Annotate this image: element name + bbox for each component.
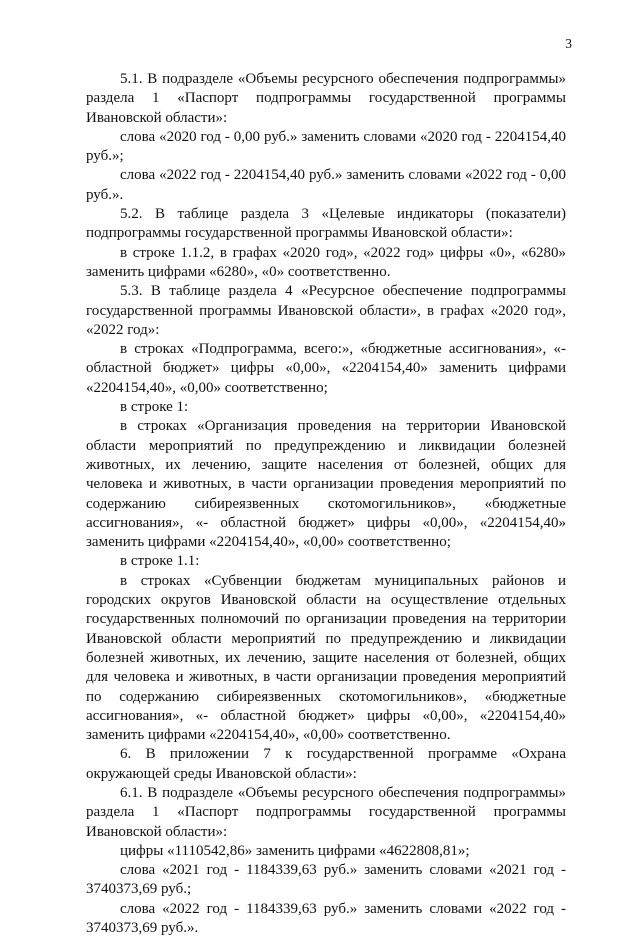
paragraph-5-2: 5.2. В таблице раздела 3 «Целевые индикаторы (показатели) подпрограммы государственной программы Ивановской области»: xyxy=(86,206,566,242)
paragraph: в строках «Субвенции бюджетам муниципальных районов и городских округов Ивановской области на осуществление отдельных государственных полномочий по организации проведения на территории Ивановской области мероприятий по предупреждению и ликвидации болезней животных, их лечению, защите населения от болезней, общих для человека и животных, в части организации проведения мероприятий по содержанию сибиреязвенных скотомогильников», «бюджетные ассигнования», «- областной бюджет» цифры «0,00», «2204154,40» заменить цифрами «2204154,40», «0,00» соответственно. xyxy=(86,572,566,744)
paragraph: слова «2022 год - 1184339,63 руб.» заменить словами «2022 год - 3740373,69 руб.». xyxy=(86,900,566,937)
paragraph-6-1: 6.1. В подразделе «Объемы ресурсного обеспечения подпрограммы» раздела 1 «Паспорт подпрограммы государственной программы Ивановской области»: xyxy=(86,784,566,840)
paragraph-6: 6. В приложении 7 к государственной программе «Охрана окружающей среды Ивановской области»: xyxy=(86,746,566,782)
paragraph: в строке 1.1: xyxy=(120,553,200,570)
paragraph: цифры «1110542,86» заменить цифрами «4622808,81»; xyxy=(120,842,470,859)
page-number: 3 xyxy=(565,36,572,51)
document-body xyxy=(86,70,566,938)
paragraph: слова «2022 год - 2204154,40 руб.» заменить словами «2022 год - 0,00 руб.». xyxy=(86,167,566,203)
paragraph: в строках «Организация проведения на территории Ивановской области мероприятий по предупреждению и ликвидации болезней животных, их лечению, защите населения от болезней, общих для человека и животных, в части организации проведения мероприятий по содержанию сибиреязвенных скотомогильников», «бюджетные ассигнования», «- областной бюджет» цифры «0,00», «2204154,40» заменить цифрами «2204154,40», «0,00» соответственно; xyxy=(86,418,566,551)
paragraph-5-1: 5.1. В подразделе «Объемы ресурсного обеспечения подпрограммы» раздела 1 «Паспорт подпрограммы государственной программы Ивановской области»: xyxy=(86,71,566,126)
paragraph: в строке 1.1.2, в графах «2020 год», «2022 год» цифры «0», «6280» заменить цифрами «6280», «0» соответственно. xyxy=(86,244,566,280)
paragraph: слова «2020 год - 0,00 руб.» заменить словами «2020 год - 2204154,40 руб.»; xyxy=(86,128,566,165)
paragraph: в строках «Подпрограмма, всего:», «бюджетные ассигнования», «- областной бюджет» цифры «0,00», «2204154,40» заменить цифрами «2204154,40», «0,00» соответственно; xyxy=(86,341,566,396)
paragraph-5-3: 5.3. В таблице раздела 4 «Ресурсное обеспечение подпрограммы государственной программы Ивановской области», в графах «2020 год», «2022 год»: xyxy=(86,283,566,338)
paragraph: слова «2021 год - 1184339,63 руб.» заменить словами «2021 год - 3740373,69 руб.; xyxy=(86,862,566,898)
paragraph: в строке 1: xyxy=(120,399,189,416)
